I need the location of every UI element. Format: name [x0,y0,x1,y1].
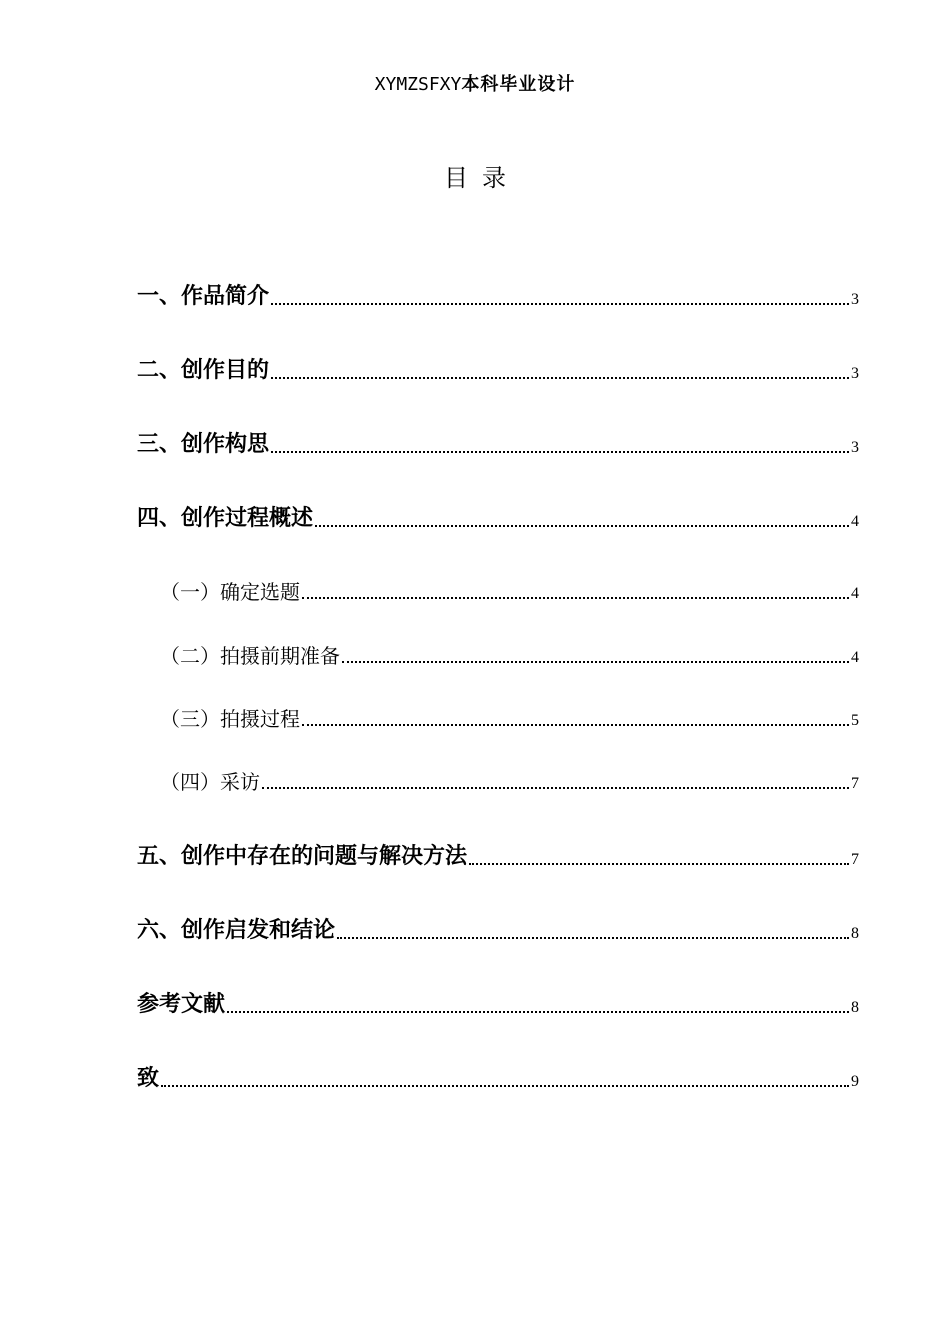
toc-entry[interactable] [137,902,859,942]
toc-entry-label: 致 [137,1066,160,1091]
toc-entry-page: 8 [851,999,859,1016]
toc-entry[interactable] [137,342,859,382]
page-title: 目录 [444,164,520,192]
toc-entry-label: 三、创作构思 [137,432,270,457]
toc-entry-page: 3 [851,291,859,308]
toc-entry-label: （四）采访 [160,770,260,794]
toc-subentry[interactable] [160,752,859,792]
toc-leader-dots [271,451,849,453]
toc-entry-page: 7 [851,851,859,868]
toc-leader-dots [271,303,849,305]
toc-entry-page: 4 [851,513,859,530]
toc-entry[interactable] [137,416,859,456]
toc-entry-label: 五、创作中存在的问题与解决方法 [137,844,468,869]
toc-entry-page: 3 [851,439,859,456]
toc-subentry[interactable] [160,689,859,729]
toc-entry-label: （一）确定选题 [160,580,300,604]
toc-entry[interactable] [137,490,859,530]
toc-subentry[interactable] [160,626,859,666]
toc-leader-dots [302,597,849,599]
toc-entry-label: 四、创作过程概述 [137,506,314,531]
toc-leader-dots [302,724,849,726]
toc-entry-label: 参考文献 [137,992,226,1017]
toc-entry-page: 9 [851,1073,859,1090]
toc-leader-dots [271,377,849,379]
toc-leader-dots [342,661,849,663]
toc-entry-page: 8 [851,925,859,942]
toc-entry-page: 5 [851,712,859,729]
toc-entry[interactable] [137,1050,859,1090]
toc-leader-dots [227,1011,849,1013]
toc-entry-label: （二）拍摄前期准备 [160,644,340,668]
toc-entry[interactable] [137,828,859,868]
toc-leader-dots [315,525,849,527]
toc-entry-label: 六、创作启发和结论 [137,918,336,943]
toc-entry-label: （三）拍摄过程 [160,707,300,731]
toc-leader-dots [337,937,849,939]
toc-entry-page: 3 [851,365,859,382]
toc-leader-dots [262,787,849,789]
toc-leader-dots [469,863,849,865]
toc-entry[interactable] [137,268,859,308]
toc-leader-dots [161,1085,849,1087]
page-header [0,70,950,100]
header-latin-text: XYMZSFXY [374,74,462,95]
toc-entry-label: 二、创作目的 [137,358,270,383]
toc-entry-page: 4 [851,649,859,666]
toc-entry-page: 4 [851,585,859,602]
toc-entry[interactable] [137,976,859,1016]
toc-entry-page: 7 [851,775,859,792]
header-chinese-text: 本科毕业设计 [461,74,576,95]
toc-entry-label: 一、作品简介 [137,284,270,309]
toc-subentry[interactable] [160,562,859,602]
